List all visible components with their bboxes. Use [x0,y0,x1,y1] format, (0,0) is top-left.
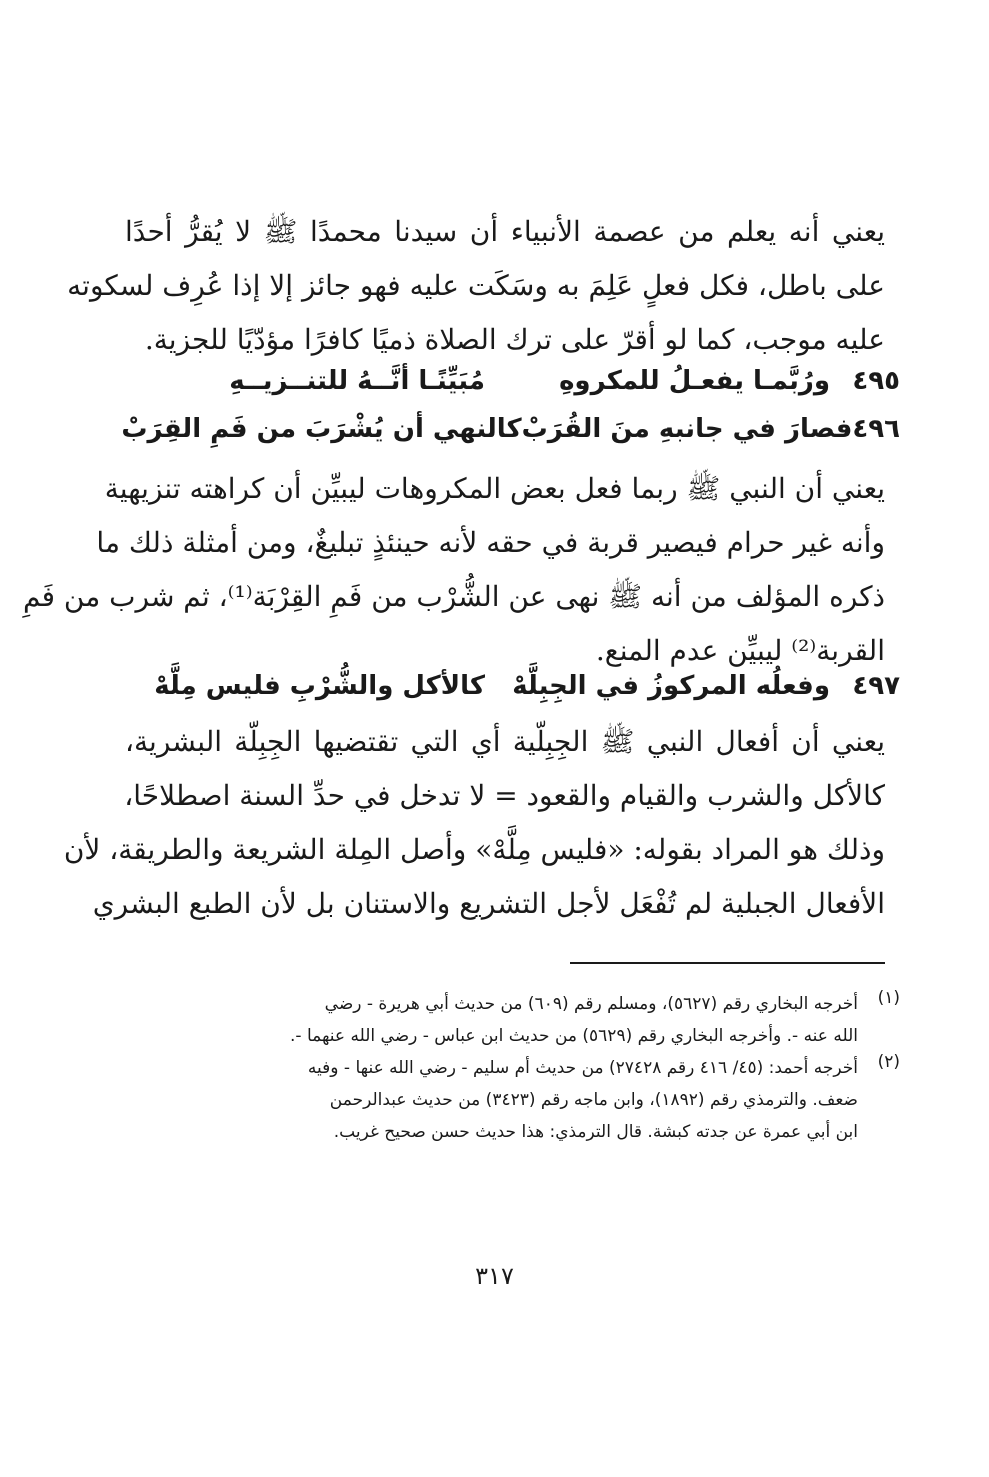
paragraph-line: يعني أن النبي ﷺ ربما فعل بعض المكروهات ليبيِّن أن كراهته تنزيهية [104,472,885,505]
footnote-line: أخرجه البخاري رقم (٥٦٢٧)، ومسلم رقم (٦٠٩) من حديث أبي هريرة - رضي [324,994,858,1014]
paragraph-line: القربة⁽²⁾ ليبيِّن عدم المنع. [595,634,885,667]
footnote-number: (١) [877,988,900,1008]
verse-second-hemistich: كالأكل والشُّرْبِ فليس مِلَّهْ [154,671,485,701]
paragraph-line: الأفعال الجبلية لم تُفْعَل لأجل التشريع والاستنان بل لأن الطبع البشري [92,887,885,920]
paragraph-3 [63,715,885,931]
footnotes [130,988,900,1148]
paragraph-line: يعني أنه يعلم من عصمة الأنبياء أن سيدنا محمدًا ﷺ لا يُقرُّ أحدًا [125,215,885,248]
paragraph-2 [23,462,885,678]
paragraph-line: وذلك هو المراد بقوله: «فليس مِلَّهْ» وأصل المِلة الشريعة والطريقة، لأن [63,833,885,866]
paragraph-1 [67,205,885,367]
footnote-line: ضعف. والترمذي رقم (١٨٩٢)، وابن ماجه رقم (٣٤٢٣) من حديث عبدالرحمن [329,1090,858,1110]
footnote-line: ابن أبي عمرة عن جدته كبشة. قال الترمذي: هذا حديث حسن صحيح غريب. [333,1122,858,1142]
paragraph-line: ذكره المؤلف من أنه ﷺ نهى عن الشُّرْب من فَمِ القِرْبَة⁽¹⁾، ثم شرب من فَمِ [23,580,885,613]
verse-second-hemistich: كالنهي أن يُشْرَبَ من فَمِ القِرَبْ [121,414,522,444]
footnote-number: (٢) [877,1052,900,1072]
verse-497-line [125,662,900,710]
footnote-1 [130,988,900,1052]
paragraph-line: كالأكل والشرب والقيام والقعود = لا تدخل في حدِّ السنة اصطلاحًا، [124,779,885,812]
verse-first-hemistich: فصارَ في جانبهِ منَ القُرَبْ [521,414,853,444]
footnote-line: الله عنه -. وأخرجه البخاري رقم (٥٦٢٩) من حديث ابن عباس - رضي الله عنهما -. [290,1026,858,1046]
footnote-2 [130,1052,900,1148]
verse-first-hemistich: ورُبَّمـا يفعـلُ للمكروهِ [559,366,830,396]
footnote-line: أخرجه أحمد: (٤٥/ ٤١٦ رقم ٢٧٤٢٨) من حديث أم سليم - رضي الله عنها - وفيه [307,1058,858,1078]
footnote-separator [570,962,885,964]
page-number: ٣١٧ [475,1262,514,1290]
verse-number: ٤٩٧ [852,671,900,701]
paragraph-line: على باطل، فكل فعلٍ عَلِمَ به وسَكَت عليه فهو جائز إلا إذا عُرِف لسكوته [67,269,885,302]
verse-number: ٤٩٥ [852,366,900,396]
paragraph-line: عليه موجب، كما لو أقرّ على ترك الصلاة ذميًا كافرًا مؤدّيًا للجزية. [144,323,885,356]
verse-497 [125,662,900,710]
verse-first-hemistich: وفعلُه المركوزُ في الجِبِلَّهْ [512,671,830,701]
verse-496 [121,405,900,453]
verse-second-hemistich: مُبَيِّنًـا أنَّــهُ للتنــزيــهِ [229,366,485,396]
paragraph-line: وأنه غير حرام فيصير قربة في حقه لأنه حينئذٍ تبليغٌ، ومن أمثلة ذلك ما [96,526,885,559]
paragraph-line: يعني أن أفعال النبي ﷺ الجِبِلّية أي التي تقتضيها الجِبِلّة البشرية، [125,725,885,758]
verses-495-496 [121,357,900,453]
verse-number: ٤٩٦ [852,414,900,444]
verse-495 [125,357,900,405]
